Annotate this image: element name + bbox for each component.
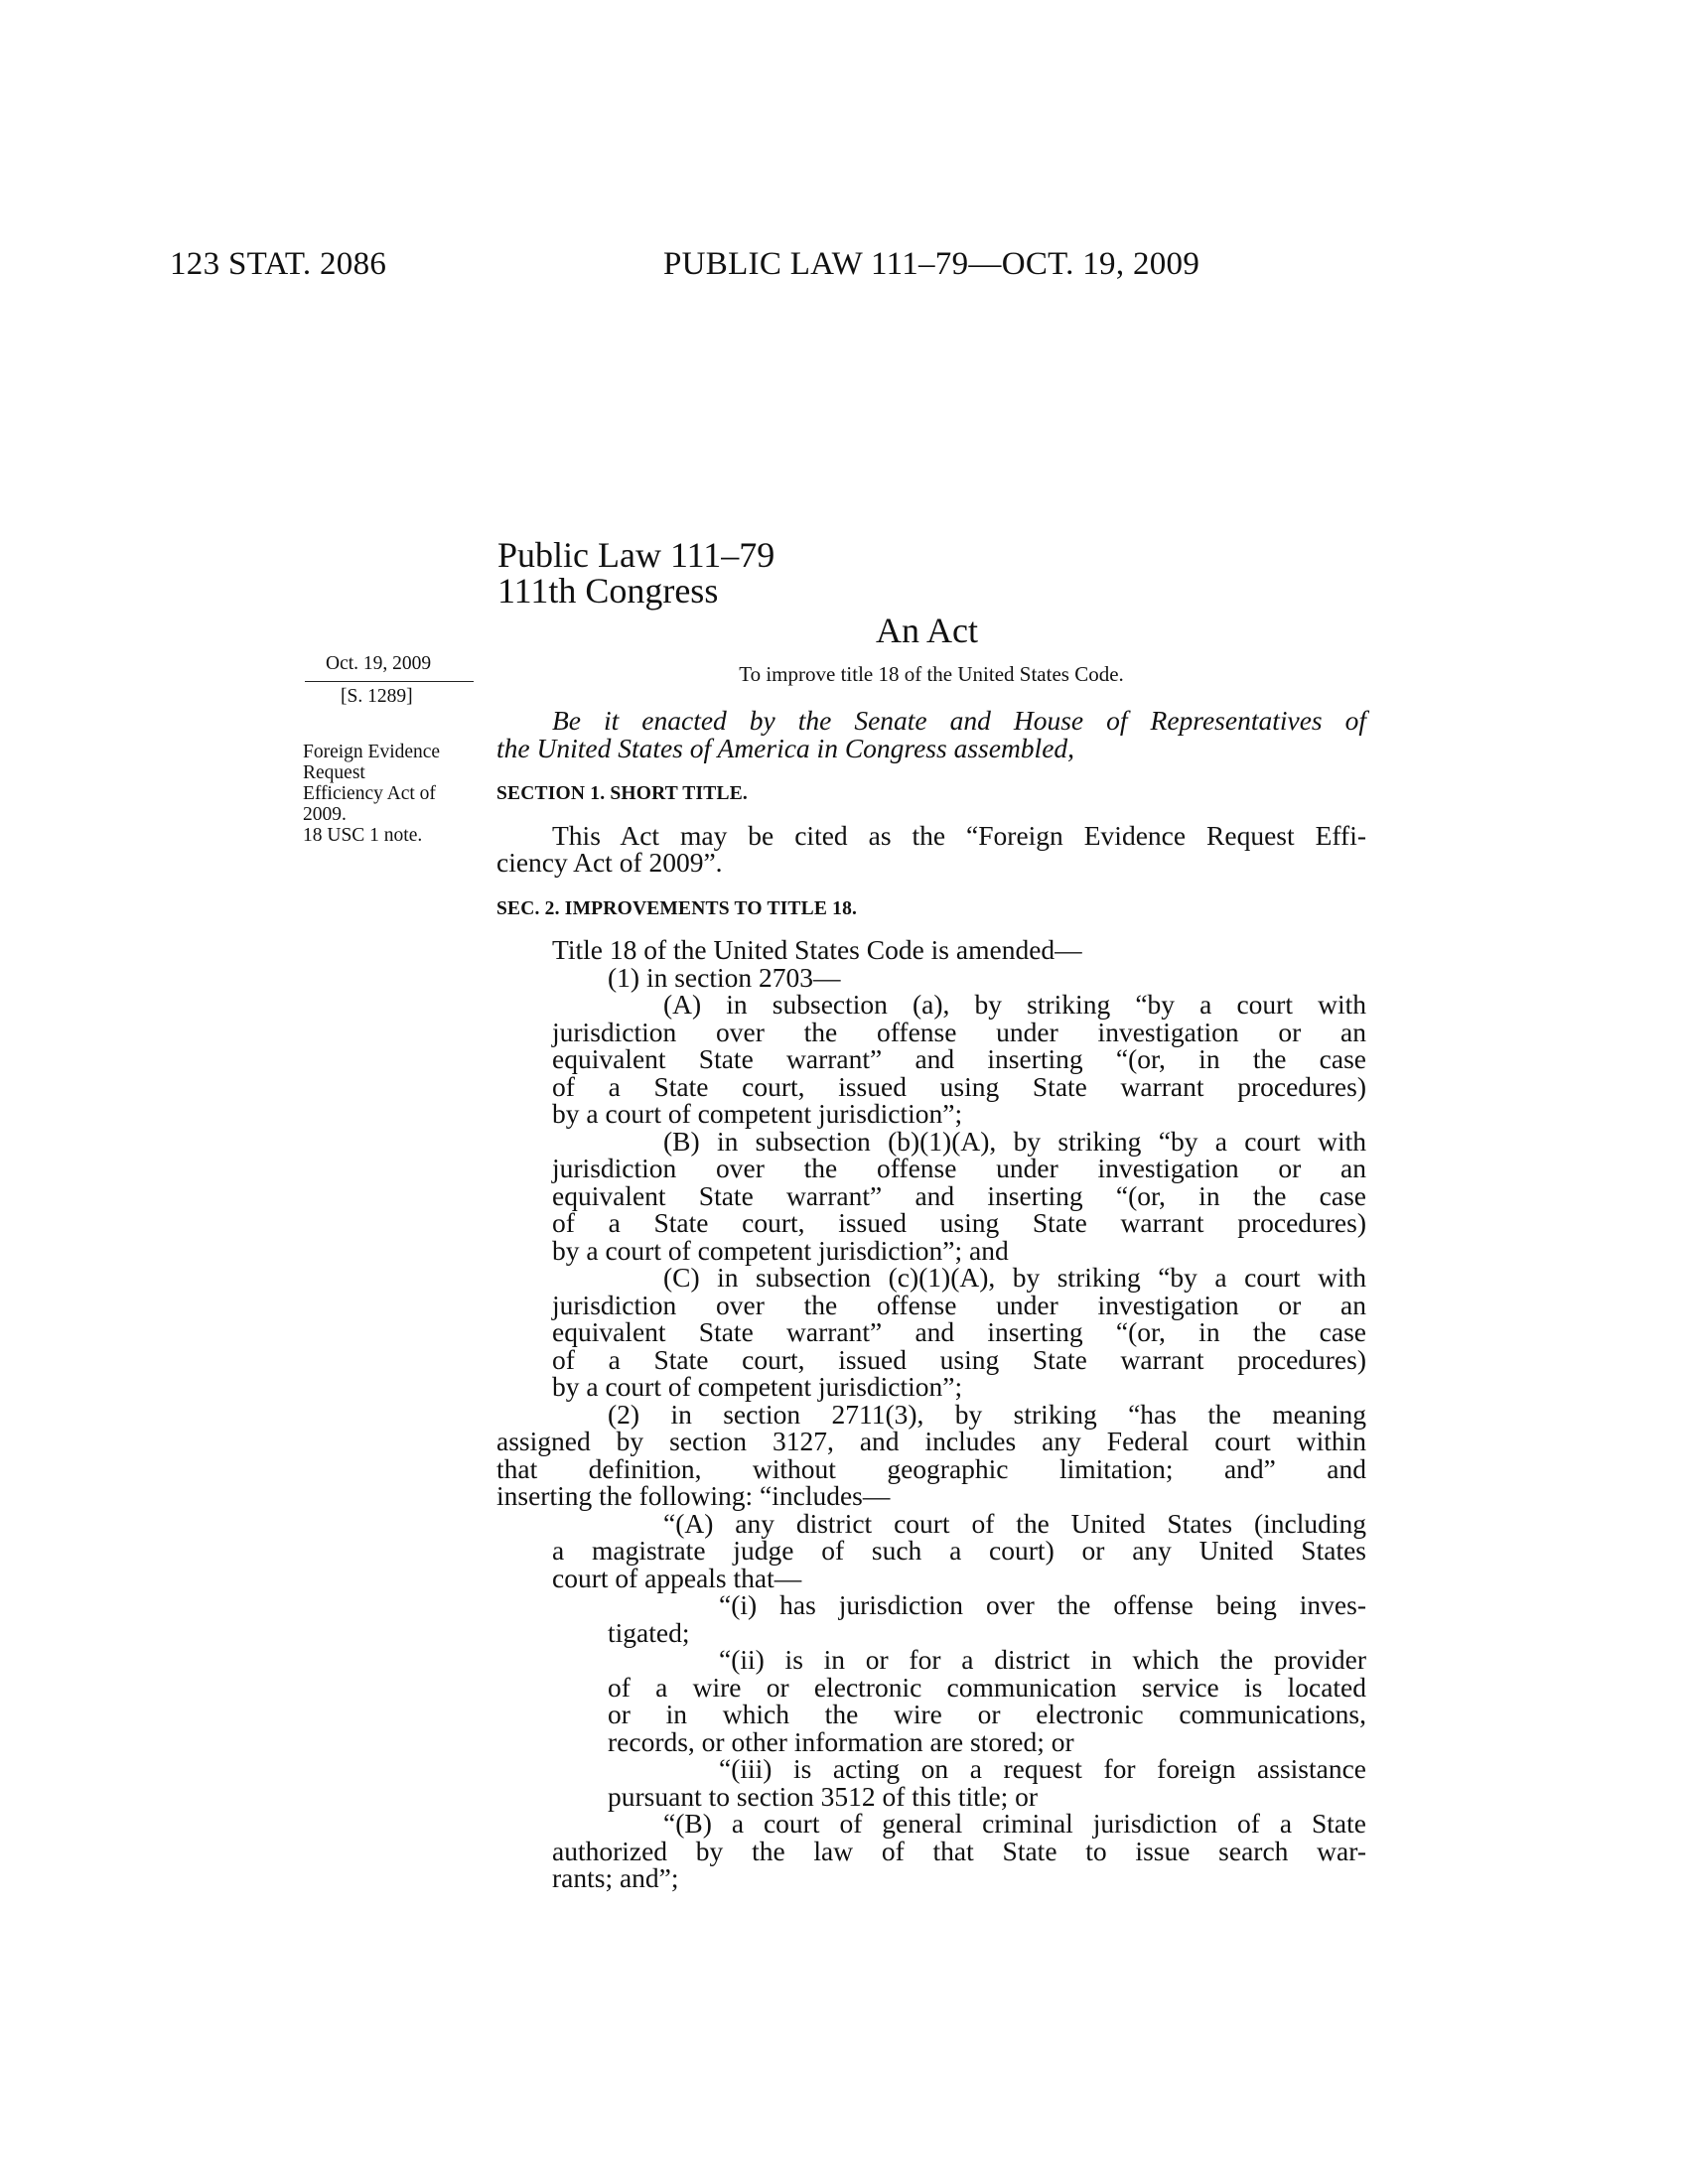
text-line: This Act may be cited as the “Foreign Evidence Request Effi- bbox=[552, 819, 1366, 851]
text-line: rants; and”; bbox=[552, 1862, 679, 1893]
margin-short-title-note bbox=[303, 742, 477, 846]
margin-date: Oct. 19, 2009 bbox=[326, 653, 432, 674]
text-line: equivalent State warrant” and inserting “(or, in the case bbox=[552, 1316, 1366, 1347]
margin-bill-number: [S. 1289] bbox=[341, 686, 413, 707]
margin-note-line: Request bbox=[303, 762, 365, 783]
purpose-clause: To improve title 18 of the United States Code. bbox=[739, 662, 1124, 686]
text-line: (A) in subsection (a), by striking “by a court with bbox=[663, 989, 1366, 1020]
text-line: ciency Act of 2009”. bbox=[496, 847, 723, 878]
text-line: a magistrate judge of such a court) or any United States bbox=[552, 1535, 1366, 1566]
text-line: equivalent State warrant” and inserting “(or, in the case bbox=[552, 1043, 1366, 1074]
act-label: An Act bbox=[876, 611, 978, 650]
text-line: authorized by the law of that State to issue search war- bbox=[552, 1835, 1366, 1866]
enacting-clause-line: Be it enacted by the Senate and House of Representatives of bbox=[552, 705, 1366, 736]
text-line: “(ii) is in or for a district in which the provider bbox=[719, 1644, 1366, 1675]
text-line: or in which the wire or electronic communications, bbox=[608, 1699, 1366, 1729]
text-line: court of appeals that— bbox=[552, 1562, 802, 1593]
text-line: jurisdiction over the offense under investigation or an bbox=[552, 1153, 1366, 1183]
margin-note-line: 18 USC 1 note. bbox=[303, 825, 423, 846]
text-line: of a State court, issued using State warrant procedures) bbox=[552, 1343, 1366, 1375]
text-line: assigned by section 3127, and includes any Federal court within bbox=[496, 1426, 1366, 1456]
text-line: “(i) has jurisdiction over the offense being inves- bbox=[719, 1589, 1366, 1620]
text-line: (B) in subsection (b)(1)(A), by striking “by a court with bbox=[663, 1125, 1366, 1157]
text-line: “(B) a court of general criminal jurisdiction of a State bbox=[663, 1808, 1366, 1839]
text-line: by a court of competent jurisdiction”; bbox=[552, 1371, 963, 1402]
text-line: equivalent State warrant” and inserting “(or, in the case bbox=[552, 1179, 1366, 1211]
text-line: jurisdiction over the offense under investigation or an bbox=[552, 1016, 1366, 1047]
running-head: PUBLIC LAW 111–79—OCT. 19, 2009 bbox=[663, 246, 1200, 282]
text-line: of a State court, issued using State warrant procedures) bbox=[552, 1207, 1366, 1238]
congress: 111th Congress bbox=[497, 571, 719, 611]
text-line: jurisdiction over the offense under investigation or an bbox=[552, 1289, 1366, 1320]
text-line: pursuant to section 3512 of this title; or bbox=[608, 1780, 1039, 1812]
text-line: “(iii) is acting on a request for foreign assistance bbox=[719, 1753, 1366, 1784]
margin-note-line: 2009. bbox=[303, 804, 347, 825]
text-line: (2) in section 2711(3), by striking “has the meaning bbox=[608, 1398, 1366, 1430]
text-line: records, or other information are stored; or bbox=[608, 1725, 1074, 1757]
text-line: (C) in subsection (c)(1)(A), by striking “by a court with bbox=[663, 1262, 1366, 1293]
section-2-heading: SEC. 2. IMPROVEMENTS TO TITLE 18. bbox=[496, 897, 858, 919]
text-line: by a court of competent jurisdiction”; and bbox=[552, 1234, 1009, 1266]
margin-note-line: Efficiency Act of bbox=[303, 783, 436, 804]
margin-rule bbox=[305, 681, 474, 682]
enacting-clause-line: the United States of America in Congress assembled, bbox=[496, 732, 1075, 763]
margin-note-line: Foreign Evidence bbox=[303, 742, 441, 762]
text-line: that definition, without geographic limitation; and” and bbox=[496, 1452, 1366, 1484]
act-body bbox=[496, 707, 1366, 1892]
text-line: of a wire or electronic communication service is located bbox=[608, 1671, 1366, 1703]
text-line: inserting the following: “includes— bbox=[496, 1480, 891, 1511]
law-number: Public Law 111–79 bbox=[497, 535, 775, 575]
text-line: tigated; bbox=[608, 1616, 690, 1648]
statute-page-number: 123 STAT. 2086 bbox=[170, 246, 387, 282]
text-line: “(A) any district court of the United States (including bbox=[663, 1507, 1366, 1539]
paragraph-1: (1) in section 2703— bbox=[608, 961, 841, 993]
text-line: by a court of competent jurisdiction”; bbox=[552, 1098, 963, 1129]
text-line: of a State court, issued using State warrant procedures) bbox=[552, 1070, 1366, 1102]
section-1-heading: SECTION 1. SHORT TITLE. bbox=[496, 783, 748, 804]
text-line: Title 18 of the United States Code is amended— bbox=[552, 934, 1082, 965]
